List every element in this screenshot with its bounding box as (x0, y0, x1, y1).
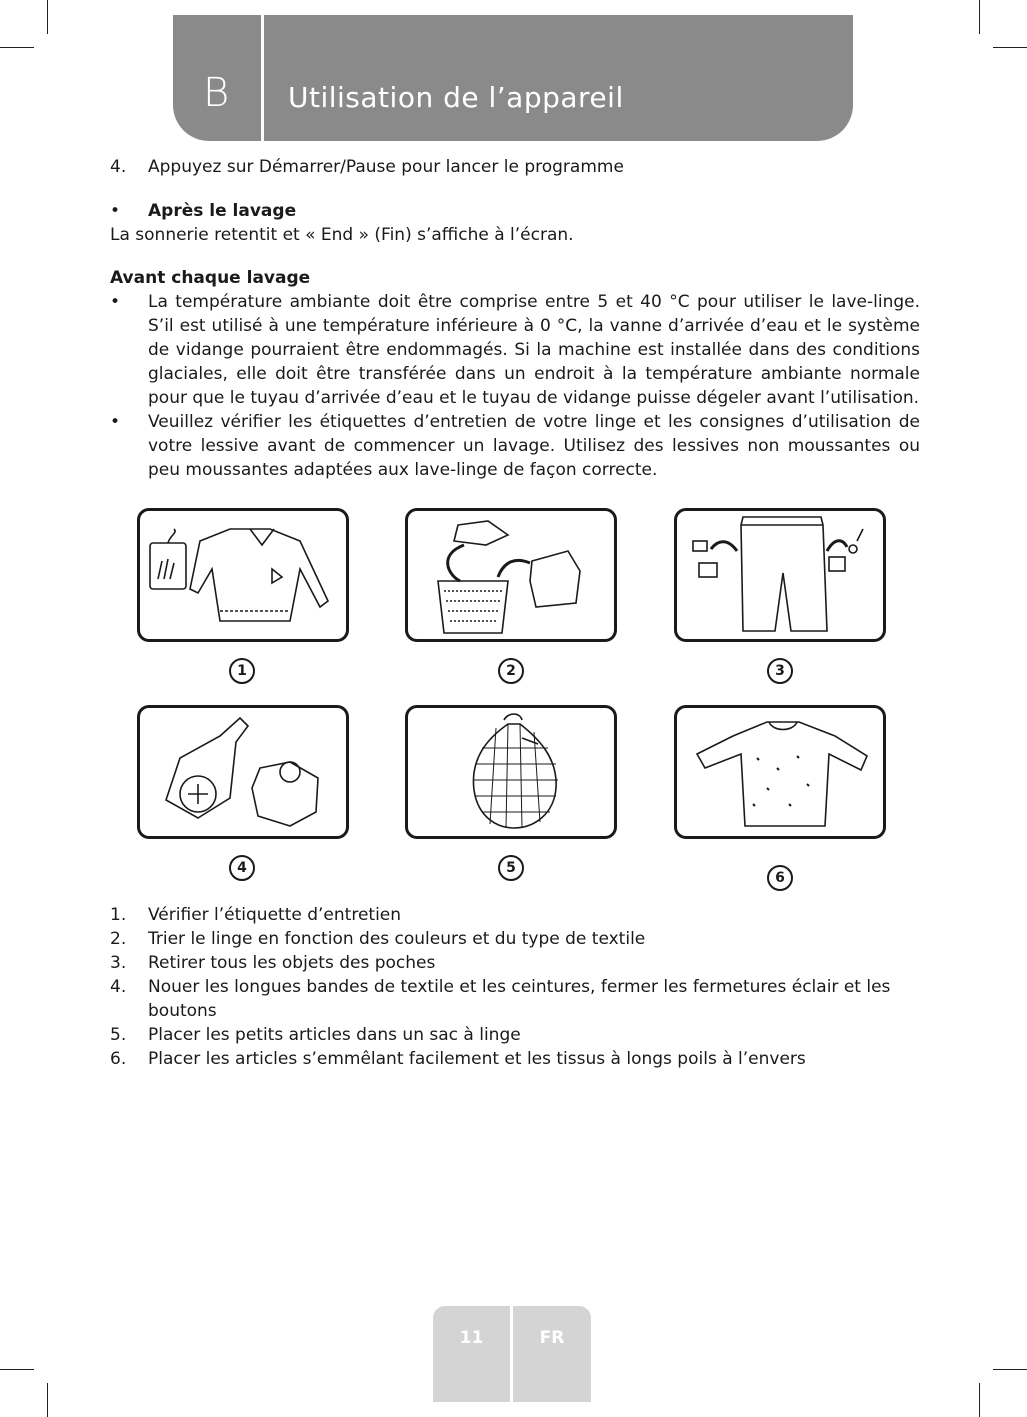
section-header (173, 15, 853, 141)
step-text: Nouer les longues bandes de textile et les ceintures, fermer les fermetures éclair et les boutons (148, 977, 891, 1021)
step-number: 4. (110, 977, 127, 997)
step-number: 5. (110, 1025, 127, 1045)
figure-number-badge: 6 (767, 865, 793, 891)
bullet-text: La température ambiante doit être comprise entre 5 et 40 °C pour utiliser le lave-linge. S’il est utilisé à une température inférieure à 0 °C, la vanne d’arrivée d’eau et le système de vidange pourraient être endommagés. Si la machine est installée dans des conditions glaciales, elle doit être transférée dans un endroit à la température ambiante normale pour que le tuyau d’arrivée d’eau et le tuyau de vidange puisse dégeler avant l’utilisation. (148, 292, 920, 408)
figure-number-badge: 2 (498, 658, 524, 684)
step-text: Placer les articles s’emmêlant facilement et les tissus à longs poils à l’envers (148, 1049, 806, 1069)
step-text: Retirer tous les objets des poches (148, 953, 436, 973)
sort-laundry-illustration (405, 508, 617, 642)
language-tab (513, 1306, 591, 1402)
step-item (110, 155, 920, 179)
main-content (110, 155, 920, 482)
bullet-item (110, 290, 920, 410)
list-item (110, 951, 920, 975)
inside-out-illustration (674, 705, 886, 839)
steps-list (110, 903, 920, 1071)
crop-mark (0, 1369, 34, 1370)
empty-pockets-illustration (674, 508, 886, 642)
list-item (110, 1047, 920, 1071)
page-number-tab (433, 1306, 510, 1402)
crop-mark (993, 1369, 1027, 1370)
bullet-item (110, 410, 920, 482)
list-item (110, 975, 920, 1023)
crop-mark (979, 0, 980, 34)
figure-number-badge: 3 (767, 658, 793, 684)
list-item (110, 903, 920, 927)
step-number: 6. (110, 1049, 127, 1069)
step-number: 1. (110, 905, 127, 925)
step-number: 3. (110, 953, 127, 973)
step-text: Trier le linge en fonction des couleurs et du type de textile (148, 929, 646, 949)
list-item (110, 1023, 920, 1047)
list-item (110, 927, 920, 951)
after-wash-heading: Après le lavage (148, 201, 297, 221)
crop-mark (979, 1383, 980, 1417)
bullet-text: Veuillez vérifier les étiquettes d’entretien de votre linge et les consignes d’utilisation de votre lessive avant de commencer un lavage. Utilisez des lessives non moussantes ou peu moussantes adaptées aux lave-linge de façon correcte. (148, 412, 920, 480)
before-wash-heading: Avant chaque lavage (110, 268, 311, 288)
bullet: • (110, 292, 121, 312)
figure-number-badge: 1 (229, 658, 255, 684)
crop-mark (47, 1383, 48, 1417)
page-title: Utilisation de l’appareil (288, 81, 624, 114)
language-code: FR (539, 1328, 565, 1348)
after-wash-heading-row (110, 199, 920, 223)
step-number: 4. (110, 157, 127, 177)
section-letter: B (203, 70, 230, 116)
step-number: 2. (110, 929, 127, 949)
step-text: Appuyez sur Démarrer/Pause pour lancer le programme (148, 157, 624, 177)
tie-straps-illustration (137, 705, 349, 839)
header-divider (261, 15, 264, 141)
crop-mark (993, 47, 1027, 48)
bullet: • (110, 201, 121, 221)
crop-mark (47, 0, 48, 34)
laundry-bag-illustration (405, 705, 617, 839)
figure-number-badge: 5 (498, 855, 524, 881)
figure-number-badge: 4 (229, 855, 255, 881)
after-wash-text: La sonnerie retentit et « End » (Fin) s’affiche à l’écran. (110, 225, 574, 245)
step-text: Placer les petits articles dans un sac à linge (148, 1025, 521, 1045)
page-number: 11 (459, 1328, 484, 1348)
crop-mark (0, 47, 34, 48)
step-text: Vérifier l’étiquette d’entretien (148, 905, 402, 925)
care-label-illustration (137, 508, 349, 642)
bullet: • (110, 412, 121, 432)
